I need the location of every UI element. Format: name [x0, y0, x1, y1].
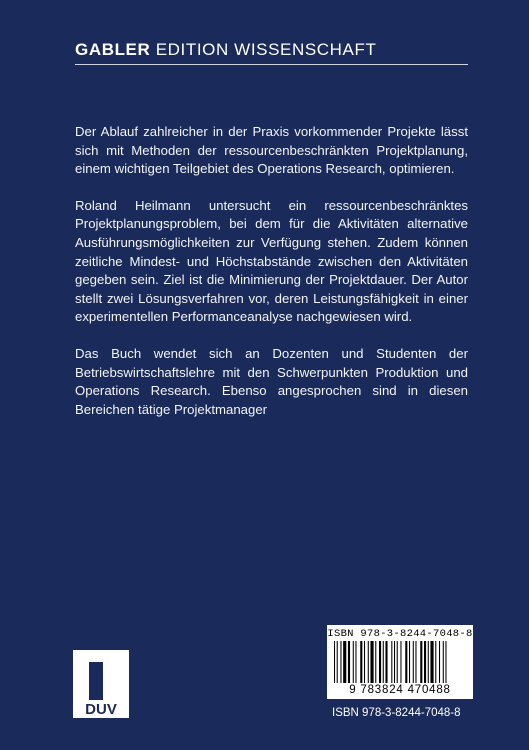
blurb-paragraph-2: Roland Heilmann untersucht ein ressourcenbeschränktes Projektplanungsproblem, bei dem für die Aktivitäten alternative Ausführungsmöglichkeiten zur Verfügung stehen. Zudem können zeitliche Mindest- und Höchstabstände zwischen den Aktivitäten gegeben sein. Ziel ist die Minimierung der Projektdauer. Der Autor stellt zwei Lösungsverfahren vor, deren Leistungsfähigkeit in einer experimentellen Performanceanalyse nachgewiesen wird.: [75, 197, 468, 325]
barcode-bars: [332, 641, 468, 683]
series-name: EDITION WISSENSCHAFT: [150, 40, 377, 59]
series-brand: GABLER: [75, 40, 151, 59]
duv-logo-text: DUV: [85, 701, 117, 718]
barcode-digits: 9 783824 470488: [349, 684, 451, 696]
duv-logo-icon: [73, 650, 129, 718]
series-title: [75, 40, 376, 60]
back-cover-blurb: [75, 123, 468, 437]
barcode-isbn-label: ISBN 978-3-8244-7048-8: [327, 628, 473, 640]
barcode: [327, 625, 473, 699]
blurb-paragraph-3: Das Buch wendet sich an Dozenten und Studenten der Betriebswirtschaftslehre mit den Schwerpunkten Produktion und Operations Research. Ebenso angesprochen sind in diesen Bereichen tätige Projektmanager: [75, 345, 468, 417]
isbn-number: ISBN 978-3-8244-7048-8: [332, 707, 461, 719]
blurb-paragraph-1: Der Ablauf zahlreicher in der Praxis vorkommender Projekte lässt sich mit Methoden der ressourcenbeschränkten Projektplanung, einem wichtigen Teilgebiet des Operations Research, optimieren.: [75, 124, 468, 177]
title-divider: [75, 64, 468, 65]
